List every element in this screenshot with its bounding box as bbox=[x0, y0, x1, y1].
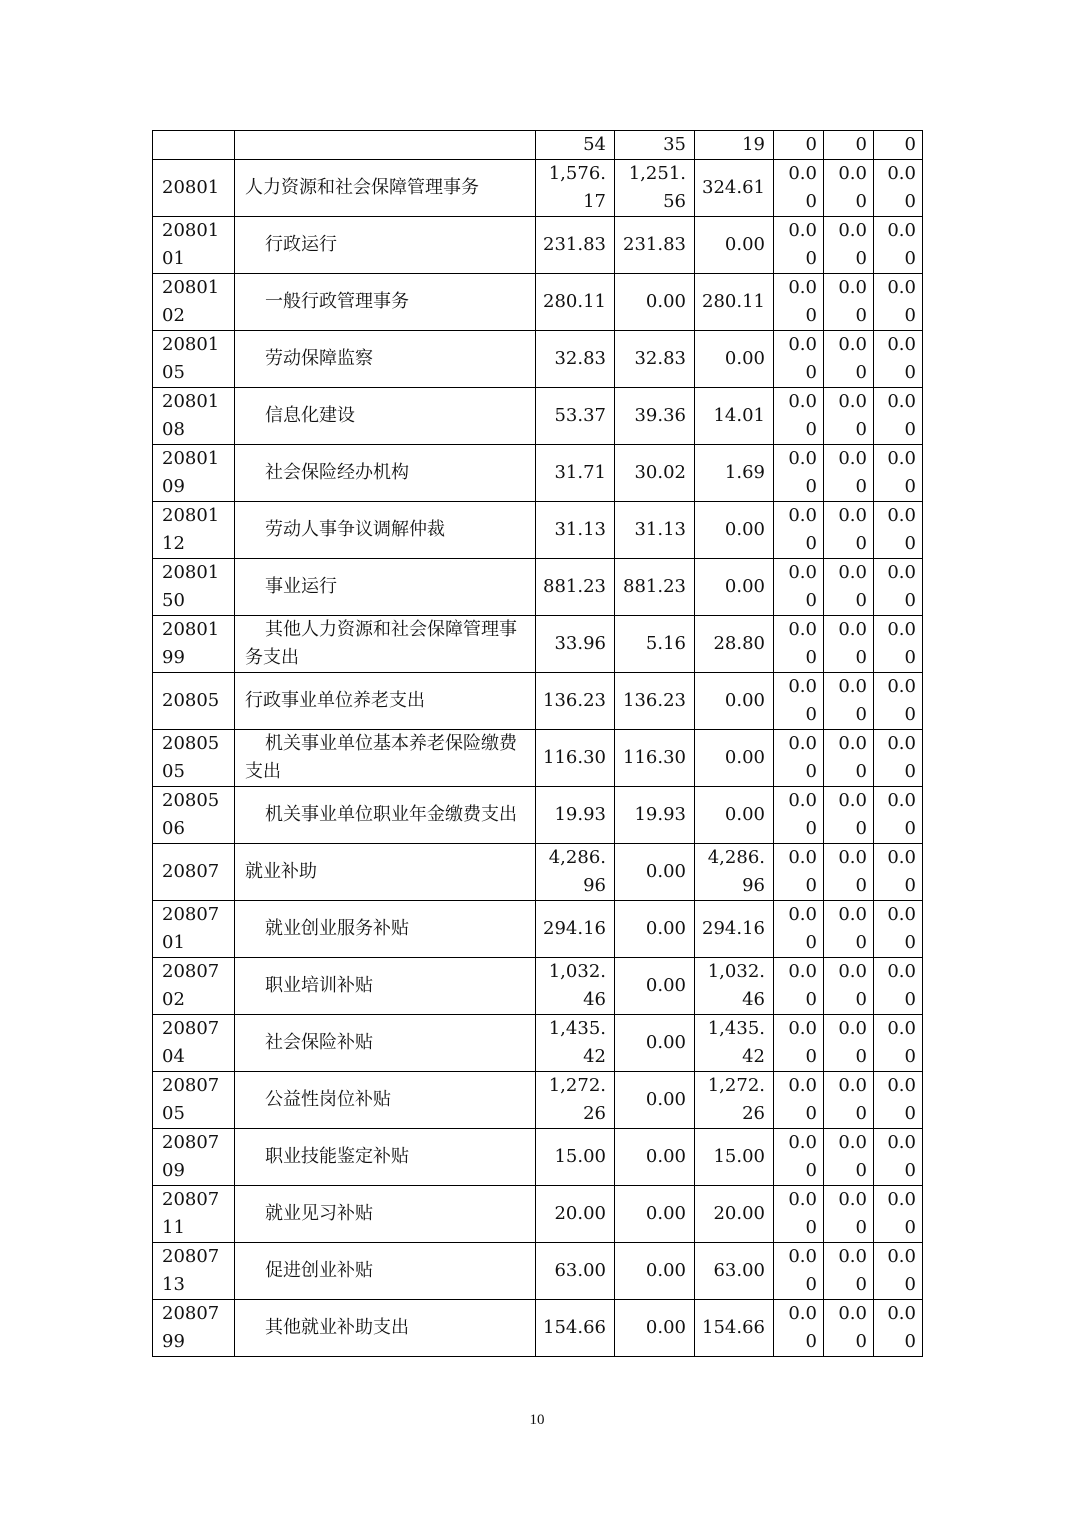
cell-basic: 0.00 bbox=[615, 1243, 695, 1300]
cell-total: 53.37 bbox=[536, 388, 615, 445]
cell-col8: 0 bbox=[874, 131, 923, 160]
cell-total: 31.71 bbox=[536, 445, 615, 502]
table-row bbox=[153, 559, 923, 616]
cell-col7: 0.00 bbox=[824, 1243, 874, 1300]
cell-name: 机关事业单位职业年金缴费支出 bbox=[235, 787, 536, 844]
table-row bbox=[153, 1243, 923, 1300]
cell-project: 15.00 bbox=[695, 1129, 774, 1186]
cell-col7: 0.00 bbox=[824, 787, 874, 844]
cell-total: 63.00 bbox=[536, 1243, 615, 1300]
cell-col8: 0.00 bbox=[874, 673, 923, 730]
cell-code: 2080705 bbox=[153, 1072, 235, 1129]
cell-col7: 0.00 bbox=[824, 331, 874, 388]
cell-project: 63.00 bbox=[695, 1243, 774, 1300]
cell-col8: 0.00 bbox=[874, 901, 923, 958]
cell-total: 20.00 bbox=[536, 1186, 615, 1243]
cell-basic: 116.30 bbox=[615, 730, 695, 787]
cell-col7: 0.00 bbox=[824, 217, 874, 274]
cell-basic: 0.00 bbox=[615, 274, 695, 331]
cell-total: 1,032.46 bbox=[536, 958, 615, 1015]
cell-basic: 0.00 bbox=[615, 1186, 695, 1243]
cell-col6: 0.00 bbox=[774, 160, 824, 217]
cell-name: 就业补助 bbox=[235, 844, 536, 901]
cell-col8: 0.00 bbox=[874, 502, 923, 559]
cell-col8: 0.00 bbox=[874, 160, 923, 217]
cell-name: 社会保险经办机构 bbox=[235, 445, 536, 502]
cell-col8: 0.00 bbox=[874, 1129, 923, 1186]
cell-col7: 0.00 bbox=[824, 445, 874, 502]
cell-col8: 0.00 bbox=[874, 1186, 923, 1243]
table-row bbox=[153, 1015, 923, 1072]
cell-total: 32.83 bbox=[536, 331, 615, 388]
cell-name: 促进创业补贴 bbox=[235, 1243, 536, 1300]
cell-col6: 0.00 bbox=[774, 844, 824, 901]
cell-basic: 0.00 bbox=[615, 958, 695, 1015]
cell-col6: 0.00 bbox=[774, 1072, 824, 1129]
table-row bbox=[153, 787, 923, 844]
cell-project: 1,435.42 bbox=[695, 1015, 774, 1072]
cell-basic: 31.13 bbox=[615, 502, 695, 559]
cell-total: 280.11 bbox=[536, 274, 615, 331]
cell-name: 劳动保障监察 bbox=[235, 331, 536, 388]
cell-basic: 881.23 bbox=[615, 559, 695, 616]
cell-col8: 0.00 bbox=[874, 787, 923, 844]
cell-col7: 0.00 bbox=[824, 901, 874, 958]
cell-col8: 0.00 bbox=[874, 730, 923, 787]
cell-project: 1,272.26 bbox=[695, 1072, 774, 1129]
table-row bbox=[153, 1129, 923, 1186]
cell-col6: 0.00 bbox=[774, 1186, 824, 1243]
cell-col7: 0.00 bbox=[824, 958, 874, 1015]
cell-basic: 0.00 bbox=[615, 901, 695, 958]
cell-col7: 0.00 bbox=[824, 1015, 874, 1072]
cell-code: 2080108 bbox=[153, 388, 235, 445]
cell-code: 2080711 bbox=[153, 1186, 235, 1243]
table-row bbox=[153, 445, 923, 502]
cell-col8: 0.00 bbox=[874, 1072, 923, 1129]
cell-basic: 35 bbox=[615, 131, 695, 160]
cell-total: 15.00 bbox=[536, 1129, 615, 1186]
cell-code: 2080102 bbox=[153, 274, 235, 331]
table-row bbox=[153, 1300, 923, 1357]
cell-basic: 30.02 bbox=[615, 445, 695, 502]
cell-col7: 0.00 bbox=[824, 1300, 874, 1357]
cell-col8: 0.00 bbox=[874, 958, 923, 1015]
cell-total: 881.23 bbox=[536, 559, 615, 616]
cell-col8: 0.00 bbox=[874, 445, 923, 502]
cell-code: 2080101 bbox=[153, 217, 235, 274]
cell-name: 社会保险补贴 bbox=[235, 1015, 536, 1072]
cell-col8: 0.00 bbox=[874, 844, 923, 901]
cell-project: 0.00 bbox=[695, 502, 774, 559]
cell-basic: 136.23 bbox=[615, 673, 695, 730]
cell-basic: 231.83 bbox=[615, 217, 695, 274]
cell-project: 294.16 bbox=[695, 901, 774, 958]
cell-col6: 0.00 bbox=[774, 331, 824, 388]
cell-name: 机关事业单位基本养老保险缴费支出 bbox=[235, 730, 536, 787]
cell-basic: 32.83 bbox=[615, 331, 695, 388]
cell-name: 事业运行 bbox=[235, 559, 536, 616]
cell-col8: 0.00 bbox=[874, 559, 923, 616]
cell-col6: 0.00 bbox=[774, 217, 824, 274]
table-row bbox=[153, 502, 923, 559]
cell-col6: 0.00 bbox=[774, 388, 824, 445]
cell-basic: 39.36 bbox=[615, 388, 695, 445]
cell-basic: 0.00 bbox=[615, 1129, 695, 1186]
cell-project: 0.00 bbox=[695, 217, 774, 274]
cell-total: 1,576.17 bbox=[536, 160, 615, 217]
table-row-continued bbox=[153, 131, 923, 160]
cell-name: 行政运行 bbox=[235, 217, 536, 274]
cell-project: 324.61 bbox=[695, 160, 774, 217]
cell-code: 20801 bbox=[153, 160, 235, 217]
cell-col6: 0.00 bbox=[774, 673, 824, 730]
cell-project: 0.00 bbox=[695, 730, 774, 787]
cell-col7: 0.00 bbox=[824, 274, 874, 331]
cell-col6: 0.00 bbox=[774, 502, 824, 559]
cell-project: 0.00 bbox=[695, 331, 774, 388]
cell-total: 136.23 bbox=[536, 673, 615, 730]
cell-basic: 5.16 bbox=[615, 616, 695, 673]
cell-code: 2080505 bbox=[153, 730, 235, 787]
cell-total: 1,272.26 bbox=[536, 1072, 615, 1129]
cell-col8: 0.00 bbox=[874, 217, 923, 274]
cell-total: 154.66 bbox=[536, 1300, 615, 1357]
cell-col6: 0.00 bbox=[774, 616, 824, 673]
cell-col7: 0.00 bbox=[824, 1129, 874, 1186]
cell-col6: 0.00 bbox=[774, 445, 824, 502]
cell-code: 2080709 bbox=[153, 1129, 235, 1186]
cell-code: 2080702 bbox=[153, 958, 235, 1015]
cell-name: 公益性岗位补贴 bbox=[235, 1072, 536, 1129]
cell-code bbox=[153, 131, 235, 160]
cell-col6: 0 bbox=[774, 131, 824, 160]
cell-col8: 0.00 bbox=[874, 274, 923, 331]
cell-col7: 0.00 bbox=[824, 616, 874, 673]
table-row bbox=[153, 673, 923, 730]
cell-name bbox=[235, 131, 536, 160]
cell-name: 职业技能鉴定补贴 bbox=[235, 1129, 536, 1186]
cell-project: 0.00 bbox=[695, 787, 774, 844]
cell-total: 33.96 bbox=[536, 616, 615, 673]
cell-col6: 0.00 bbox=[774, 1015, 824, 1072]
cell-code: 2080109 bbox=[153, 445, 235, 502]
cell-code: 20807 bbox=[153, 844, 235, 901]
cell-name: 就业创业服务补贴 bbox=[235, 901, 536, 958]
cell-col8: 0.00 bbox=[874, 1300, 923, 1357]
cell-project: 1,032.46 bbox=[695, 958, 774, 1015]
cell-col6: 0.00 bbox=[774, 1129, 824, 1186]
cell-col6: 0.00 bbox=[774, 958, 824, 1015]
table-row bbox=[153, 901, 923, 958]
cell-project: 1.69 bbox=[695, 445, 774, 502]
table-row bbox=[153, 844, 923, 901]
cell-name: 就业见习补贴 bbox=[235, 1186, 536, 1243]
cell-code: 2080199 bbox=[153, 616, 235, 673]
cell-col8: 0.00 bbox=[874, 616, 923, 673]
cell-project: 4,286.96 bbox=[695, 844, 774, 901]
cell-col7: 0.00 bbox=[824, 730, 874, 787]
cell-total: 4,286.96 bbox=[536, 844, 615, 901]
table-row bbox=[153, 160, 923, 217]
cell-basic: 1,251.56 bbox=[615, 160, 695, 217]
cell-project: 280.11 bbox=[695, 274, 774, 331]
cell-col8: 0.00 bbox=[874, 1243, 923, 1300]
cell-basic: 0.00 bbox=[615, 1015, 695, 1072]
cell-name: 一般行政管理事务 bbox=[235, 274, 536, 331]
table-row bbox=[153, 958, 923, 1015]
cell-total: 54 bbox=[536, 131, 615, 160]
cell-project: 28.80 bbox=[695, 616, 774, 673]
cell-code: 2080506 bbox=[153, 787, 235, 844]
cell-total: 294.16 bbox=[536, 901, 615, 958]
cell-project: 19 bbox=[695, 131, 774, 160]
cell-name: 其他人力资源和社会保障管理事务支出 bbox=[235, 616, 536, 673]
cell-total: 31.13 bbox=[536, 502, 615, 559]
cell-code: 2080150 bbox=[153, 559, 235, 616]
cell-col7: 0.00 bbox=[824, 1072, 874, 1129]
cell-col6: 0.00 bbox=[774, 730, 824, 787]
cell-col7: 0.00 bbox=[824, 844, 874, 901]
cell-project: 154.66 bbox=[695, 1300, 774, 1357]
cell-name: 劳动人事争议调解仲裁 bbox=[235, 502, 536, 559]
cell-code: 2080704 bbox=[153, 1015, 235, 1072]
table-row bbox=[153, 388, 923, 445]
cell-code: 2080112 bbox=[153, 502, 235, 559]
cell-col8: 0.00 bbox=[874, 331, 923, 388]
table-row bbox=[153, 217, 923, 274]
cell-name: 人力资源和社会保障管理事务 bbox=[235, 160, 536, 217]
cell-basic: 0.00 bbox=[615, 844, 695, 901]
table-row bbox=[153, 616, 923, 673]
cell-name: 职业培训补贴 bbox=[235, 958, 536, 1015]
cell-code: 2080701 bbox=[153, 901, 235, 958]
cell-total: 116.30 bbox=[536, 730, 615, 787]
cell-col6: 0.00 bbox=[774, 901, 824, 958]
page-number: 10 bbox=[529, 1412, 545, 1428]
cell-col6: 0.00 bbox=[774, 274, 824, 331]
cell-project: 0.00 bbox=[695, 673, 774, 730]
cell-project: 0.00 bbox=[695, 559, 774, 616]
cell-total: 231.83 bbox=[536, 217, 615, 274]
cell-basic: 19.93 bbox=[615, 787, 695, 844]
cell-col6: 0.00 bbox=[774, 559, 824, 616]
cell-project: 20.00 bbox=[695, 1186, 774, 1243]
cell-code: 2080713 bbox=[153, 1243, 235, 1300]
cell-col7: 0.00 bbox=[824, 673, 874, 730]
cell-code: 2080105 bbox=[153, 331, 235, 388]
cell-project: 14.01 bbox=[695, 388, 774, 445]
cell-name: 行政事业单位养老支出 bbox=[235, 673, 536, 730]
table-row bbox=[153, 331, 923, 388]
cell-col8: 0.00 bbox=[874, 1015, 923, 1072]
table-row bbox=[153, 730, 923, 787]
table-body bbox=[153, 131, 923, 1357]
cell-col6: 0.00 bbox=[774, 1243, 824, 1300]
cell-col6: 0.00 bbox=[774, 1300, 824, 1357]
table-row bbox=[153, 274, 923, 331]
cell-col7: 0.00 bbox=[824, 559, 874, 616]
cell-code: 20805 bbox=[153, 673, 235, 730]
cell-col8: 0.00 bbox=[874, 388, 923, 445]
cell-code: 2080799 bbox=[153, 1300, 235, 1357]
cell-col6: 0.00 bbox=[774, 787, 824, 844]
cell-basic: 0.00 bbox=[615, 1072, 695, 1129]
cell-col7: 0.00 bbox=[824, 1186, 874, 1243]
cell-total: 19.93 bbox=[536, 787, 615, 844]
cell-col7: 0.00 bbox=[824, 160, 874, 217]
cell-name: 其他就业补助支出 bbox=[235, 1300, 536, 1357]
table-row bbox=[153, 1186, 923, 1243]
table-row bbox=[153, 1072, 923, 1129]
cell-name: 信息化建设 bbox=[235, 388, 536, 445]
cell-basic: 0.00 bbox=[615, 1300, 695, 1357]
cell-total: 1,435.42 bbox=[536, 1015, 615, 1072]
budget-table bbox=[152, 130, 923, 1357]
cell-col7: 0.00 bbox=[824, 388, 874, 445]
cell-col7: 0.00 bbox=[824, 502, 874, 559]
cell-col7: 0 bbox=[824, 131, 874, 160]
